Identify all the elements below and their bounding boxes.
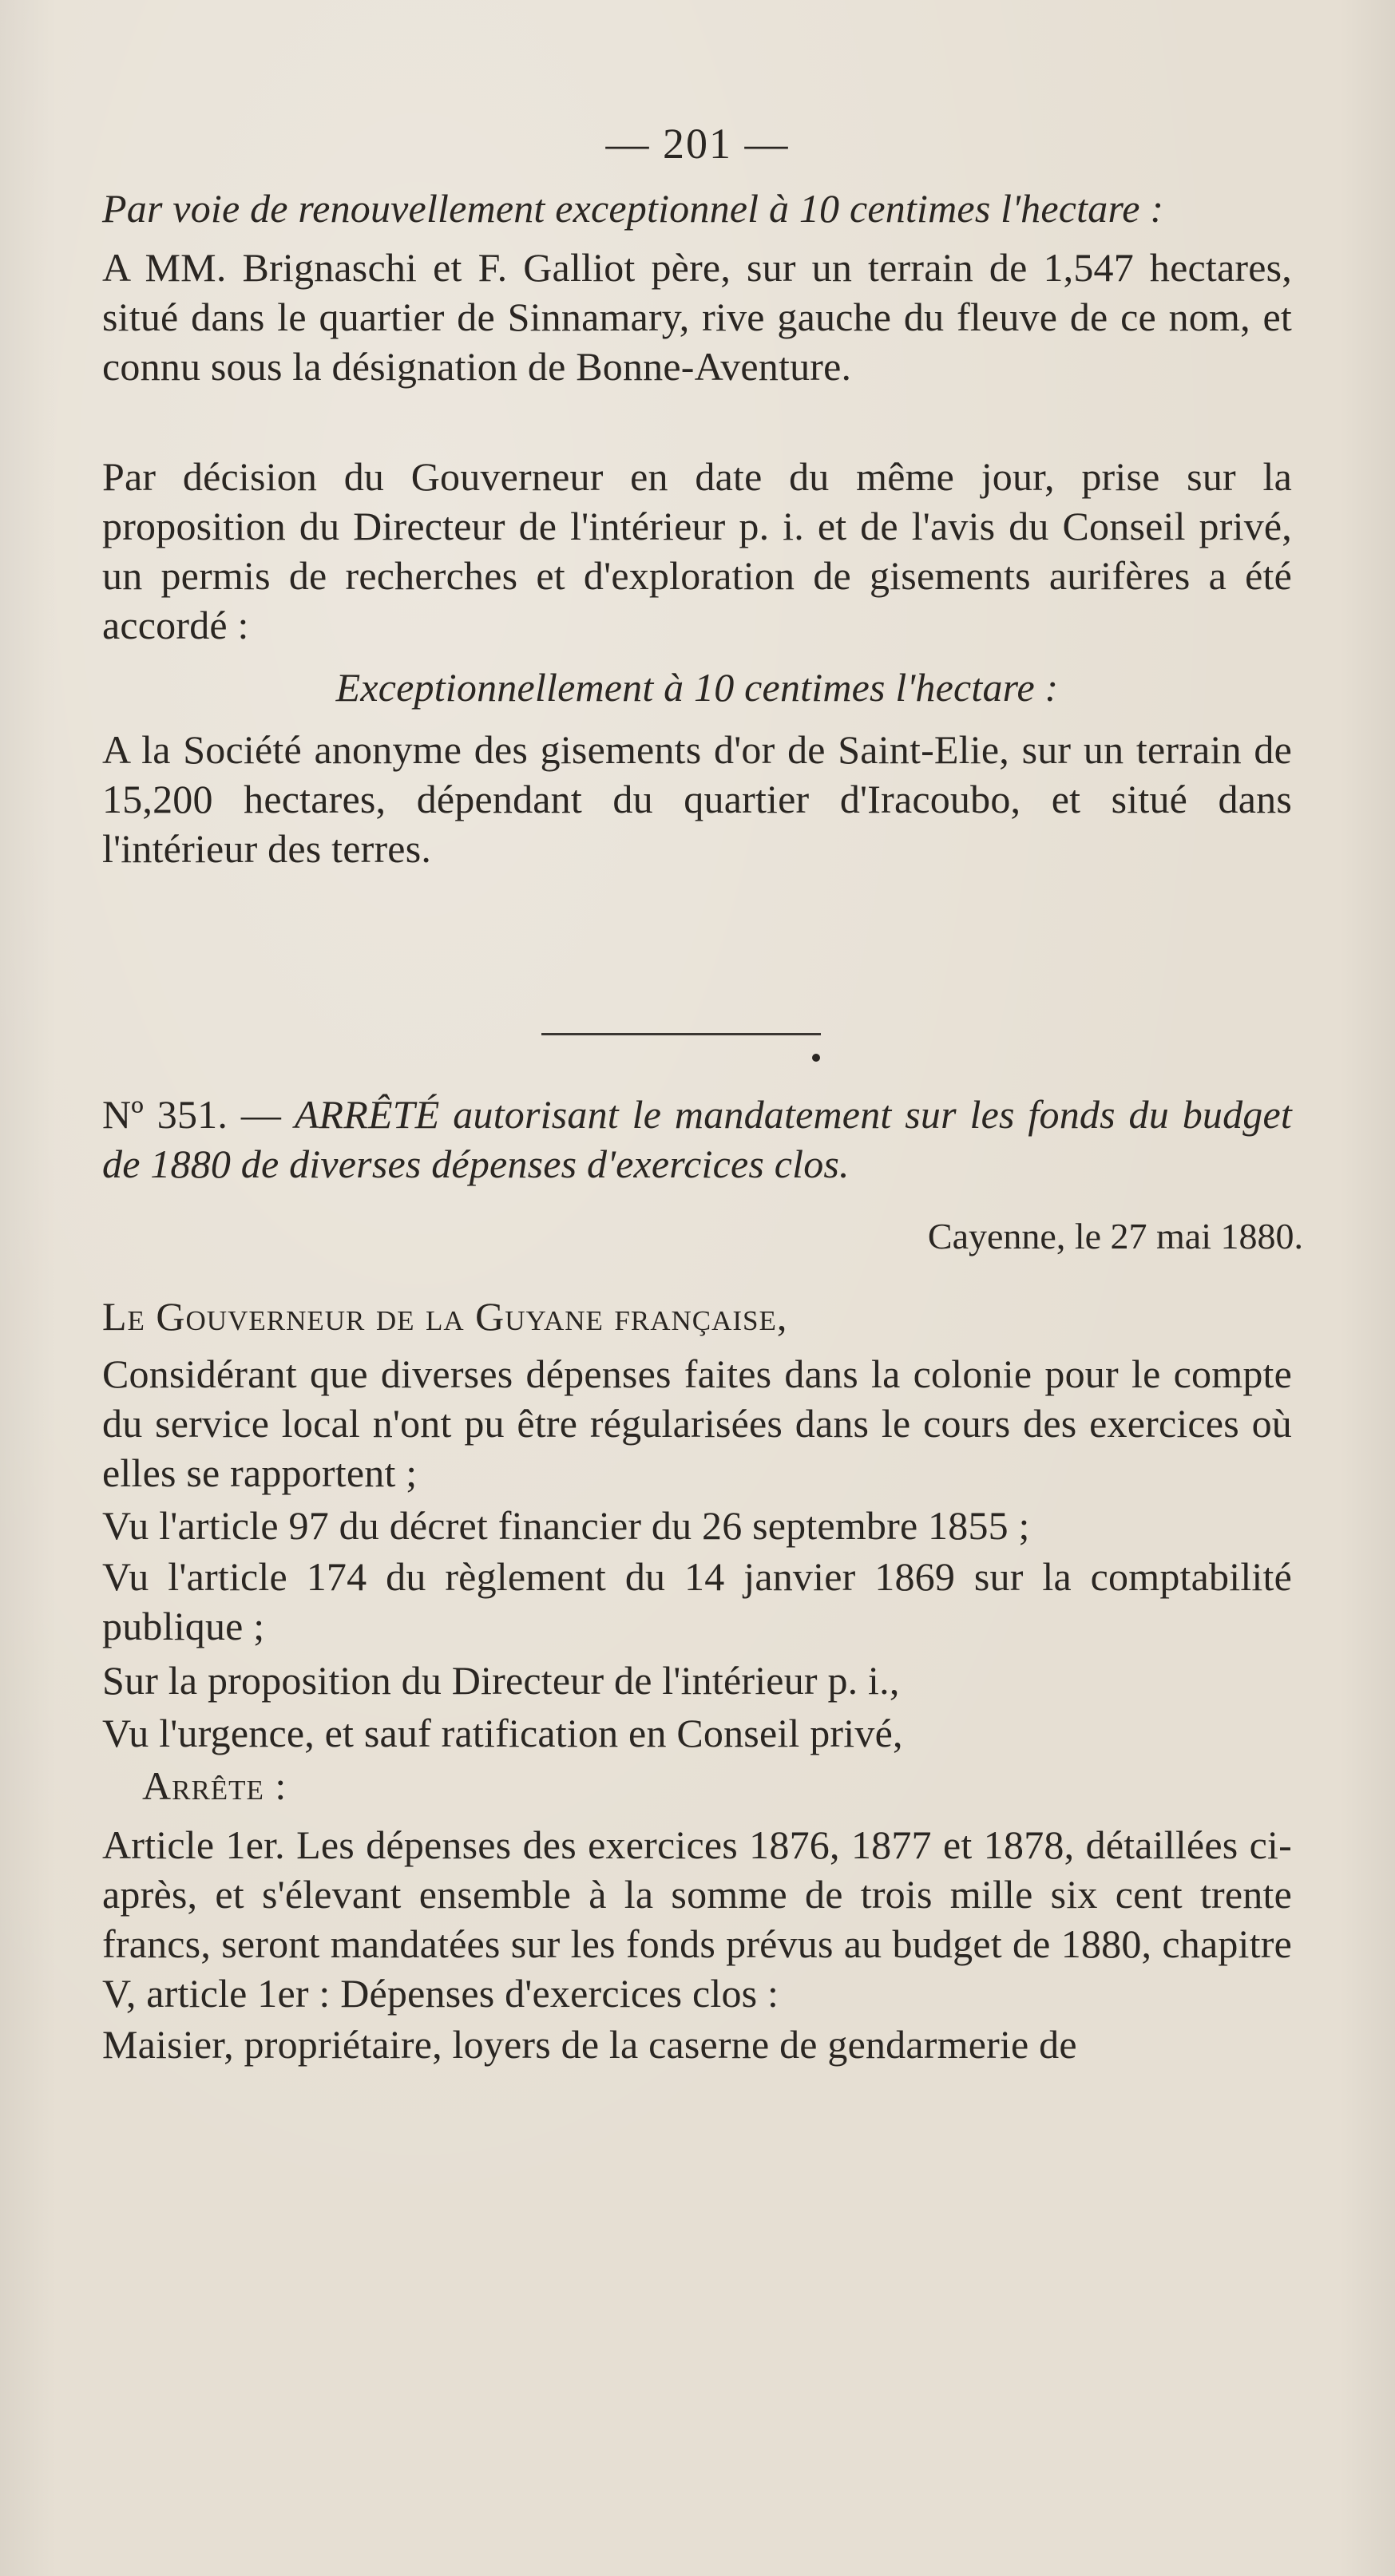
divider-dot bbox=[812, 1054, 820, 1062]
article-1-paragraph: Article 1er. Les dépenses des exercices 1876, 1877 et 1878, détaillées ci-après, et s'élevant ensemble à la somme de trois mille six cent trente francs, seront mandatées sur les fonds prévus au budget de 1880, chapitre V, article 1er : Dépenses d'exercices clos : bbox=[102, 1822, 1292, 2016]
decree-heading bbox=[102, 1090, 1292, 1189]
page-number: — 201 — bbox=[605, 120, 790, 168]
governor-line: Le Gouverneur de la Guyane française, bbox=[102, 1294, 788, 1339]
decree-title: ARRÊTÉ autorisant le mandatement sur les fonds du budget de 1880 de diverses dépenses d'exercices clos. bbox=[102, 1092, 1292, 1186]
vu-article-97: Vu l'article 97 du décret financier du 26 septembre 1855 ; bbox=[102, 1503, 1030, 1548]
decree-number: Nº 351. — bbox=[102, 1092, 282, 1137]
urgency-line: Vu l'urgence, et sauf ratification en Conseil privé, bbox=[102, 1711, 903, 1755]
paragraph-brignaschi-galliot: A MM. Brignaschi et F. Galliot père, sur un terrain de 1,547 hectares, situé dans le quartier de Sinnamary, rive gauche du fleuve de ce nom, et connu sous la désignation de Bonne-Aventure. bbox=[102, 245, 1292, 389]
section-heading-renewal: Par voie de renouvellement exceptionnel à 10 centimes l'hectare : bbox=[102, 186, 1164, 231]
paragraph-saint-elie: A la Société anonyme des gisements d'or de Saint-Elie, sur un terrain de 15,200 hectares, dépendant du quartier d'Iracoubo, et situé dans l'intérieur des terres. bbox=[102, 727, 1292, 871]
arrete-heading: Arrête : bbox=[142, 1763, 287, 1808]
proposal-line: Sur la proposition du Directeur de l'intérieur p. i., bbox=[102, 1658, 900, 1703]
last-line: Maisier, propriétaire, loyers de la caserne de gendarmerie de bbox=[102, 2022, 1077, 2067]
section-heading-exceptionally: Exceptionnellement à 10 centimes l'hectare : bbox=[335, 665, 1059, 710]
section-divider bbox=[541, 1033, 821, 1035]
paragraph-governor-decision: Par décision du Gouverneur en date du même jour, prise sur la proposition du Directeur de l'intérieur p. i. et de l'avis du Conseil privé, un permis de recherches et d'exploration de gisements aurifères a été accordé : bbox=[102, 454, 1292, 647]
considering-paragraph: Considérant que diverses dépenses faites dans la colonie pour le compte du service local n'ont pu être régularisées dans le cours des exercices où elles se rapportent ; bbox=[102, 1351, 1292, 1495]
place-date: Cayenne, le 27 mai 1880. bbox=[927, 1216, 1303, 1256]
vu-article-174: Vu l'article 174 du règlement du 14 janvier 1869 sur la comptabilité publique ; bbox=[102, 1554, 1292, 1648]
